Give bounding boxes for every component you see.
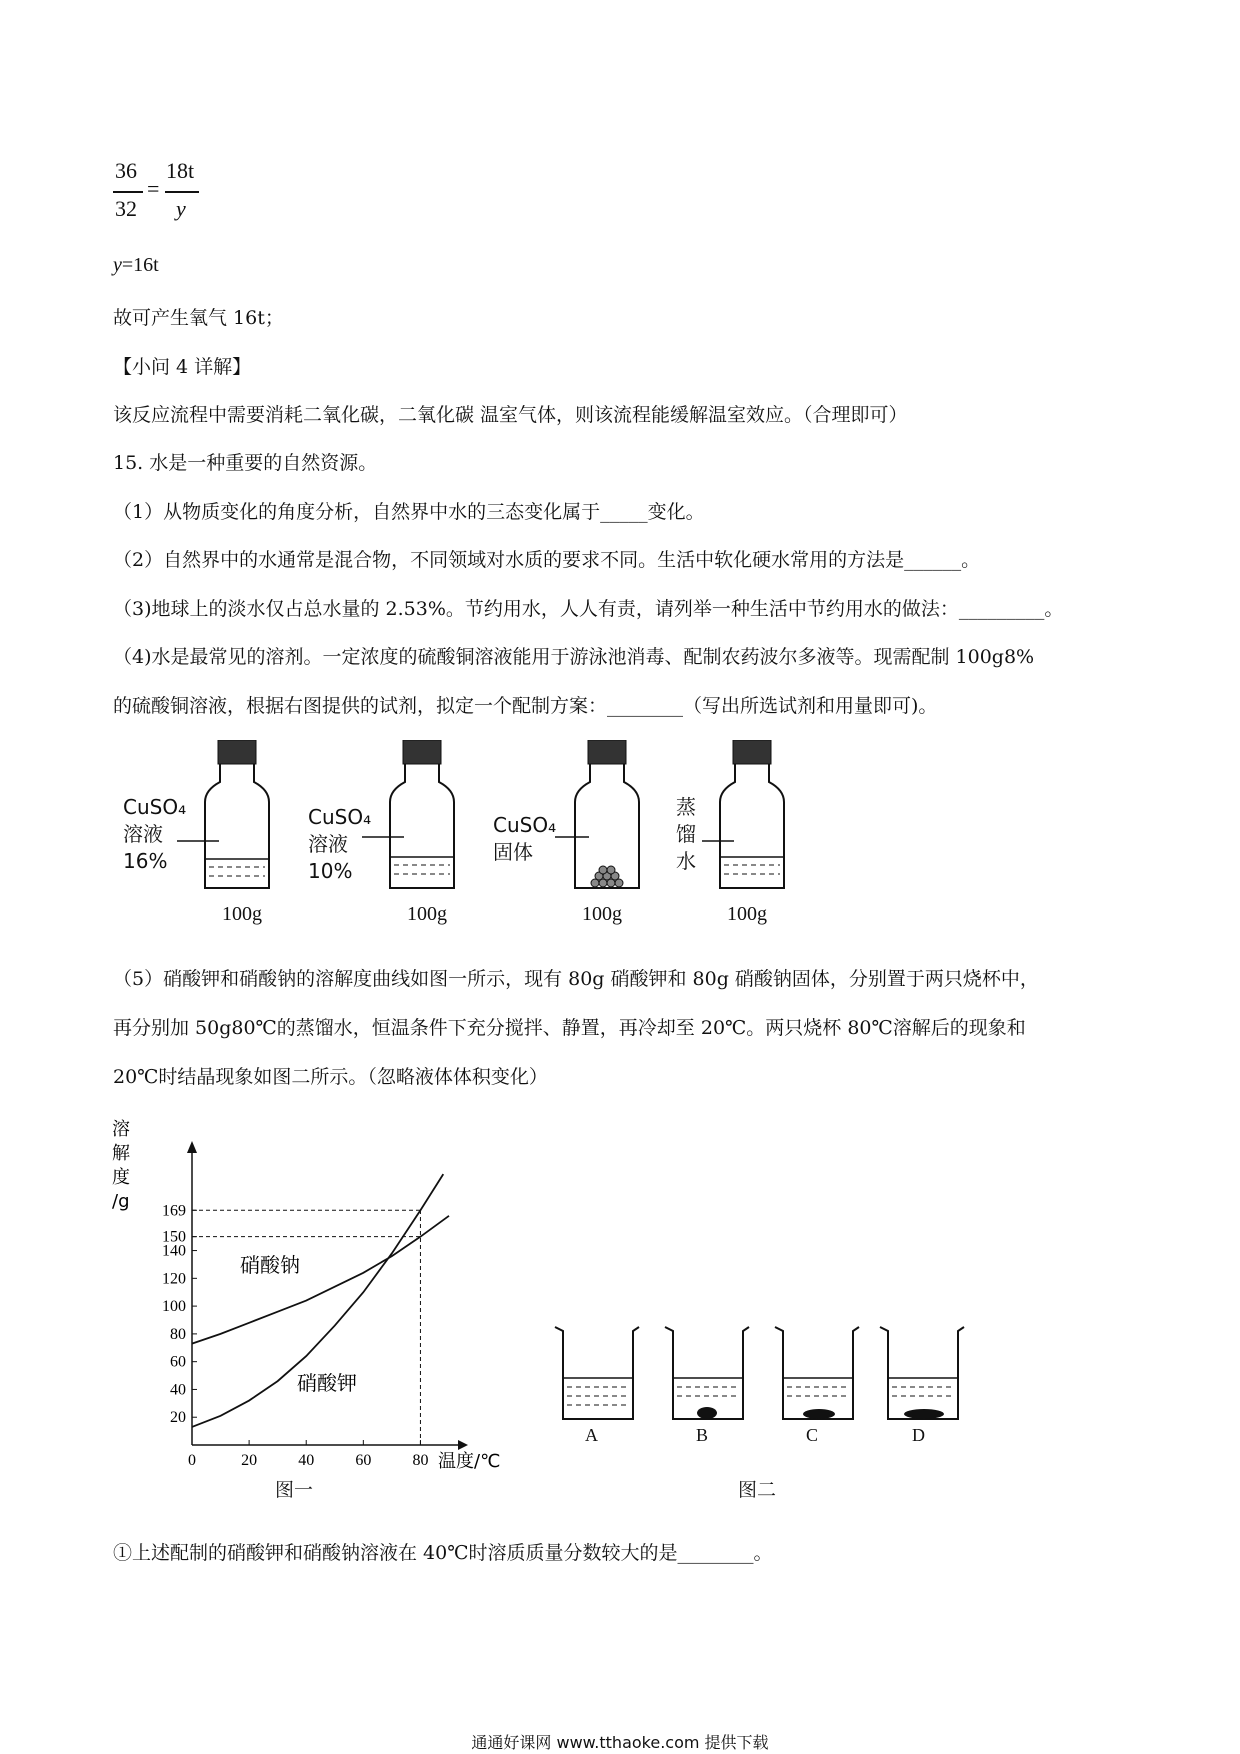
bottle-4-mass: 100g — [727, 903, 767, 925]
fraction-bar-left — [113, 191, 143, 193]
beakers-figure — [550, 1320, 970, 1440]
y-tick-label: 150 — [162, 1228, 186, 1246]
bottle-1 — [177, 740, 269, 888]
beaker-label-d: D — [912, 1425, 925, 1445]
bottle-1-label-line1: CuSO₄ — [123, 795, 187, 819]
q15-title: 15. 水是一种重要的自然资源。 — [113, 452, 378, 474]
bottle-4-label-line3: 水 — [676, 849, 696, 873]
x-tick-label: 80 — [412, 1452, 429, 1469]
bottle-2-mass: 100g — [407, 903, 447, 925]
solubility-chart — [110, 1115, 530, 1495]
bottle-1-mass: 100g — [222, 903, 262, 925]
q4-answer: 该反应流程中需要消耗二氧化碳，二氧化碳 温室气体，则该流程能缓解温室效应。（合理即可） — [113, 404, 908, 426]
numerator-right: 18t — [166, 158, 195, 183]
reagent-bottles-figure — [110, 740, 830, 910]
y-tick-label: 100 — [162, 1298, 186, 1316]
figure-1-caption: 图一 — [275, 1479, 314, 1501]
bottle-2-label-line1: CuSO₄ — [308, 805, 372, 829]
bottle-2-label-line2: 溶液 — [308, 832, 348, 856]
y-tick-label: 120 — [162, 1270, 186, 1288]
y-axis-label-char: 溶 — [112, 1119, 130, 1140]
q4-header: 【小问 4 详解】 — [113, 356, 252, 378]
x-tick-label: 60 — [355, 1452, 372, 1469]
series-label-potassium-nitrate: 硝酸钾 — [297, 1371, 357, 1395]
bottle-3-label — [493, 812, 556, 866]
chart-axes — [187, 1141, 468, 1450]
beaker-label-a: A — [585, 1425, 598, 1445]
bottle-3-label-line2: 固体 — [493, 840, 533, 864]
result-var: y — [113, 254, 122, 276]
series-line-1 — [192, 1216, 449, 1344]
q15-part5-line3: 20℃时结晶现象如图二所示。（忽略液体体积变化） — [113, 1066, 548, 1088]
bottle-2-label — [308, 804, 371, 885]
bottle-1-label — [123, 794, 186, 875]
x-tick-label: 40 — [298, 1452, 315, 1469]
beaker-a — [555, 1327, 639, 1419]
figure-2-caption: 图二 — [738, 1479, 777, 1501]
y-axis-label-char: 解 — [112, 1143, 130, 1164]
x-axis-arrow — [458, 1440, 468, 1450]
bottle-4-label-line2: 馏 — [676, 822, 696, 846]
chart-ticks — [162, 1202, 428, 1469]
y-tick-label: 80 — [170, 1325, 186, 1343]
y-axis-label-char: /g — [112, 1191, 130, 1212]
q15-part1: （1）从物质变化的角度分析，自然界中水的三态变化属于_____变化。 — [113, 501, 705, 523]
q15-part2: （2）自然界中的水通常是混合物，不同领域对水质的要求不同。生活中软化硬水常用的方法是______。 — [113, 549, 981, 571]
footer-source: 通通好课网 www.tthaoke.com 提供下载 — [471, 1733, 769, 1752]
bottle-1-label-line3: 16% — [123, 849, 168, 873]
bottle-1-label-line2: 溶液 — [123, 822, 163, 846]
bottle-3-mass: 100g — [582, 903, 622, 925]
beaker-label-b: B — [696, 1425, 709, 1445]
beaker-label-c: C — [806, 1425, 819, 1445]
bottle-3-label-line1: CuSO₄ — [493, 813, 557, 837]
y-axis-arrow — [187, 1141, 197, 1153]
x-axis-label: 温度/℃ — [438, 1451, 501, 1472]
result-line — [113, 254, 159, 277]
conclusion-text: 故可产生氧气 16t； — [113, 307, 284, 329]
bottle-2-label-line3: 10% — [308, 859, 353, 883]
chart-reference-lines — [192, 1210, 420, 1445]
y-tick-label: 60 — [170, 1353, 186, 1371]
q15-part4-line1: （4)水是最常见的溶剂。一定浓度的硫酸铜溶液能用于游泳池消毒、配制农药波尔多液等。现需配制 100g8% — [113, 646, 1035, 668]
q15-part3: （3)地球上的淡水仅占总水量的 2.53%。节约用水，人人有责，请列举一种生活中节约用水的做法：_________。 — [113, 598, 1064, 620]
beaker-c — [775, 1327, 859, 1419]
equals-sign: = — [147, 176, 160, 201]
bottle-3 — [555, 740, 639, 888]
q15-part5-line1: （5）硝酸钾和硝酸钠的溶解度曲线如图一所示，现有 80g 硝酸钾和 80g 硝酸钠固体，分别置于两只烧杯中， — [113, 968, 1039, 990]
numerator-left: 36 — [115, 158, 137, 183]
y-axis-label-char: 度 — [112, 1167, 130, 1188]
x-tick-label: 20 — [241, 1452, 258, 1469]
denominator-left: 32 — [115, 196, 137, 221]
beaker-d — [880, 1327, 964, 1419]
denominator-right: y — [176, 196, 186, 221]
bottle-4 — [702, 740, 784, 888]
bottle-4-label — [676, 794, 696, 875]
y-tick-label: 169 — [162, 1202, 186, 1220]
bottle-4-label-line1: 蒸 — [676, 795, 696, 819]
fraction-bar-right — [165, 191, 199, 193]
y-tick-label: 40 — [170, 1381, 186, 1399]
q15-part4-line2: 的硫酸铜溶液，根据右图提供的试剂，拟定一个配制方案：________（写出所选试剂和用量即可)。 — [113, 695, 938, 717]
beaker-b — [665, 1327, 749, 1419]
series-label-sodium-nitrate: 硝酸钠 — [240, 1253, 300, 1277]
x-tick-label: 0 — [188, 1452, 196, 1469]
q15-part5-line2: 再分别加 50g80℃的蒸馏水，恒温条件下充分搅拌、静置，再冷却至 20℃。两只烧杯 80℃溶解后的现象和 — [113, 1017, 1026, 1039]
result-value: =16t — [121, 254, 159, 276]
y-tick-label: 140 — [162, 1242, 186, 1260]
q15-part5-sub1: ①上述配制的硝酸钾和硝酸钠溶液在 40℃时溶质质量分数较大的是________。 — [113, 1542, 773, 1564]
y-tick-label: 20 — [170, 1409, 186, 1427]
bottle-2 — [362, 740, 454, 888]
